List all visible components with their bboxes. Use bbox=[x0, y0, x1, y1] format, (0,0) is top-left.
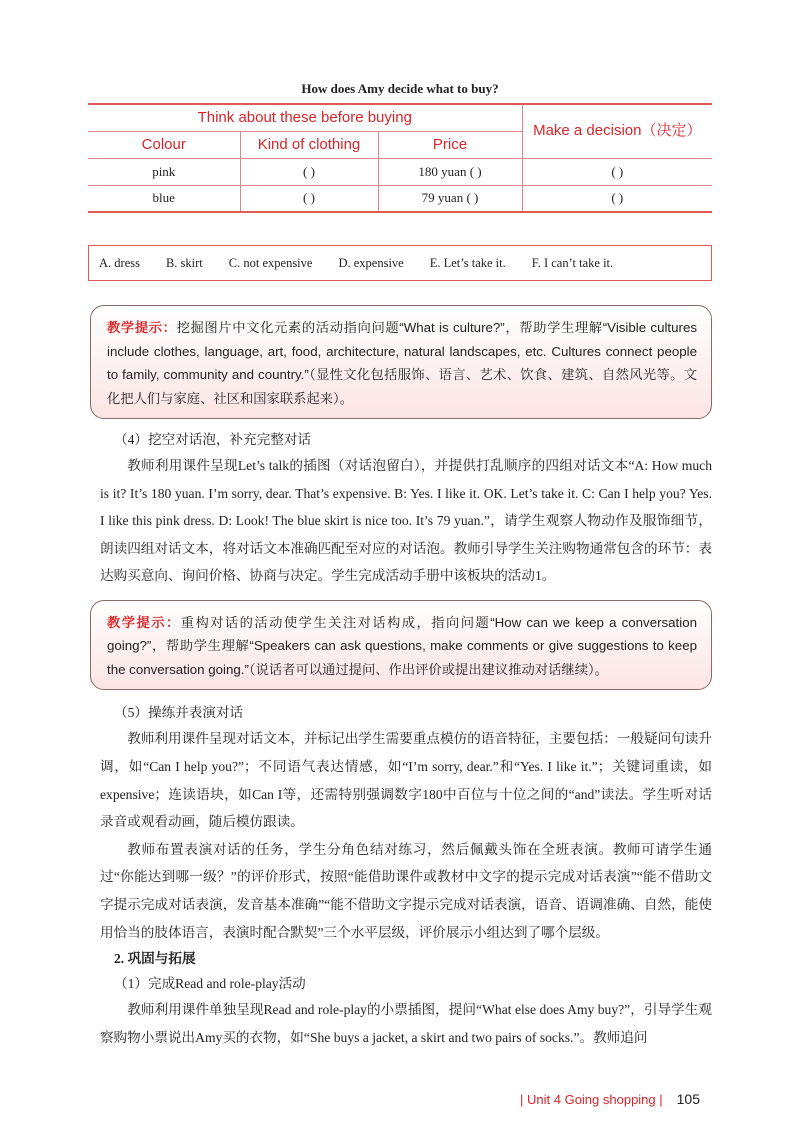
group-header: Think about these before buying bbox=[88, 104, 522, 131]
subsection-heading: （1）完成Read and role-play活动 bbox=[114, 976, 306, 992]
tip-text: 重构对话的活动使学生关注对话构成，指向问题“How can we keep a conversation going?”，帮助学生理解“Speakers can ask questions, make comments or give suggestions to keep the conversation going.”（说话者可以通过提问、作出评价或提出建议推动对话继续）。 bbox=[107, 614, 698, 677]
teaching-tip-1 bbox=[90, 305, 712, 419]
page-number: 105 bbox=[676, 1091, 700, 1108]
tip-label: 教学提示： bbox=[107, 614, 181, 630]
option: C. not expensive bbox=[228, 256, 313, 270]
paragraph: 教师利用课件呈现Let’s talk的插图（对话泡留白），并提供打乱顺序的四组对话文本“A: How much is it? It’s 180 yuan. I’m sorry, dear. That’s expensive. B: Yes. I like it. OK. Let’s take it. C: Can I help you? Yes. I like this pink dress. D: Look! The blue skirt is nice too. It’s 79 yuan.”，请学生观察人物动作及服饰细节，朗读四组对话文本，将对话文本准确匹配至对应的对话泡。教师引导学生关注购物通常包含的环节：表达购买意向、询问价格、协商与决定。学生完成活动手册中该板块的活动1。 bbox=[100, 458, 712, 584]
table-row bbox=[88, 158, 712, 185]
decision-table bbox=[88, 103, 712, 213]
cell: blue bbox=[88, 185, 240, 212]
section-heading: （5）操练并表演对话 bbox=[114, 705, 244, 721]
unit-label: | Unit 4 Going shopping | bbox=[520, 1092, 663, 1108]
section-heading: 2. 巩固与拓展 bbox=[114, 951, 196, 967]
page-footer bbox=[88, 1091, 712, 1107]
option: B. skirt bbox=[165, 256, 203, 270]
table-title: How does Amy decide what to buy? bbox=[301, 81, 499, 96]
col-price: Price bbox=[378, 131, 522, 158]
paragraph: 教师利用课件单独呈现Read and role-play的小票插图，提问“What else does Amy buy?”，引导学生观察购物小票说出Amy买的衣物，如“She buys a jacket, a skirt and two pairs of socks.”。教师追问 bbox=[100, 1002, 712, 1045]
options-box bbox=[88, 245, 712, 281]
cell: 79 yuan ( ) bbox=[378, 185, 522, 212]
cell: ( ) bbox=[522, 185, 712, 212]
tip-label: 教学提示： bbox=[107, 320, 177, 335]
paragraph: 教师利用课件呈现对话文本，并标记出学生需要重点模仿的语音特征，主要包括：一般疑问句读升调，如“Can I help you?”；不同语气表达情感，如“I’m sorry, dear.”和“Yes. I like it.”；关键词重读，如expensive；连读语块，如Can I等，还需特别强调数字180中百位与十位之间的“and”读法。学生听对话录音或观看动画，随后模仿跟读。 bbox=[100, 731, 712, 830]
paragraph: 教师布置表演对话的任务，学生分角色结对练习，然后佩戴头饰在全班表演。教师可请学生通过“你能达到哪一级？”的评价形式，按照“能借助课件或教材中文字的提示完成对话表演”“能不借助文字提示完成对话表演，发音基本准确”“能不借助文字提示完成对话表演，语音、语调准确、自然，能使用恰当的肢体语言，表演时配合默契”三个水平层级，评价展示小组达到了哪个层级。 bbox=[100, 841, 712, 940]
teaching-tip-2 bbox=[90, 600, 712, 691]
col-kind: Kind of clothing bbox=[240, 131, 378, 158]
option: A. dress bbox=[99, 256, 140, 270]
section-heading: （4）挖空对话泡，补充完整对话 bbox=[114, 432, 312, 447]
cell: ( ) bbox=[522, 158, 712, 185]
cell: ( ) bbox=[240, 185, 378, 212]
col-colour: Colour bbox=[88, 131, 240, 158]
decision-header: Make a decision（决定） bbox=[522, 104, 712, 158]
cell: pink bbox=[88, 158, 240, 185]
cell: 180 yuan ( ) bbox=[378, 158, 522, 185]
tip-text: 挖掘图片中文化元素的活动指向问题“What is culture?”，帮助学生理解“Visible cultures include clothes, language, art, food, architecture, natural landscapes, etc. Cultures connect people to family, community and country.”（显性文化包括服饰、语言、艺术、饮食、建筑、自然风光等。文化把人们与家庭、社区和国家联系起来）。 bbox=[107, 320, 697, 406]
option: F. I can’t take it. bbox=[531, 256, 614, 270]
cell: ( ) bbox=[240, 158, 378, 185]
option: E. Let’s take it. bbox=[429, 256, 506, 270]
table-row bbox=[88, 185, 712, 212]
option: D. expensive bbox=[338, 256, 404, 270]
